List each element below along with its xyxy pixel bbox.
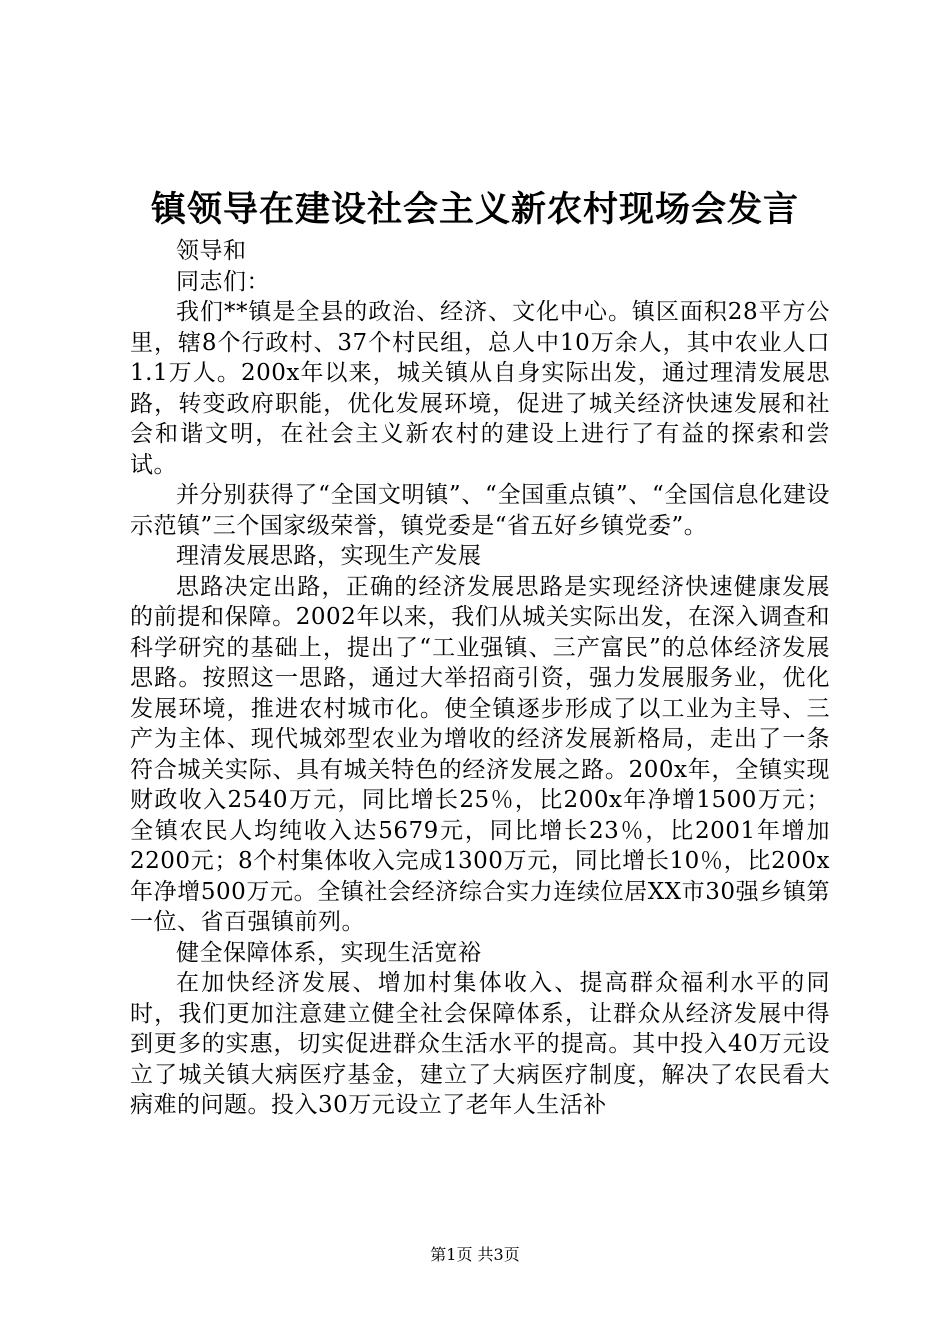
salutation-line-1: 领导和 bbox=[176, 238, 247, 264]
body-paragraph: 并分别获得了“全国文明镇”、“全国重点镇”、“全国信息化建设示范镇”三个国家级荣誉，镇党委是“省五好乡镇党委”。 bbox=[130, 482, 830, 539]
body-paragraph: 在加快经济发展、增加村集体收入、提高群众福利水平的同时，我们更加注意建立健全社会保障体系，让群众从经济发展中得到更多的实惠，切实促进群众生活水平的提高。其中投入40万元设立了城关镇大病医疗基金，建立了大病医疗制度，解决了农民看大病难的问题。投入30万元设立了老年人生活补 bbox=[130, 970, 830, 1118]
section-heading: 理清发展思路，实现生产发展 bbox=[176, 543, 482, 569]
document-body bbox=[130, 236, 830, 1121]
section-heading: 健全保障体系，实现生活宽裕 bbox=[176, 939, 482, 966]
document-title: 镇领导在建设社会主义新农村现场会发言 bbox=[150, 189, 799, 230]
page-number: 第1页 共3页 bbox=[430, 1245, 520, 1264]
body-paragraph: 思路决定出路，正确的经济发展思路是实现经济快速健康发展的前提和保障。2002年以来，我们从城关实际出发，在深入调查和科学研究的基础上，提出了“工业强镇、三产富民”的总体经济发展思路。按照这一思路，通过大举招商引资，强力发展服务业，优化发展环境，推进农村城市化。使全镇逐步形成了以工业为主导、三产为主体、现代城郊型农业为增收的经济发展新格局，走出了一条符合城关实际、具有城关特色的经济发展之路。200x年，全镇实现财政收入2540万元，同比增长25％，比200x年净增1500万元；全镇农民人均纯收入达5679元，同比增长23％，比2001年增加2200元；8个村集体收入完成1300万元，同比增长10％，比200x年净增500万元。全镇社会经济综合实力连续位居XX市30强乡镇第一位、省百强镇前列。 bbox=[130, 573, 830, 935]
body-paragraph: 我们**镇是全县的政治、经济、文化中心。镇区面积28平方公里，辖8个行政村、37个村民组，总人中10万余人，其中农业人口1.1万人。200x年以来，城关镇从自身实际出发，通过理清发展思路，转变政府职能，优化发展环境，促进了城关经济快速发展和社会和谐文明，在社会主义新农村的建设上进行了有益的探索和尝试。 bbox=[130, 299, 830, 478]
salutation-line-2: 同志们： bbox=[176, 268, 270, 295]
